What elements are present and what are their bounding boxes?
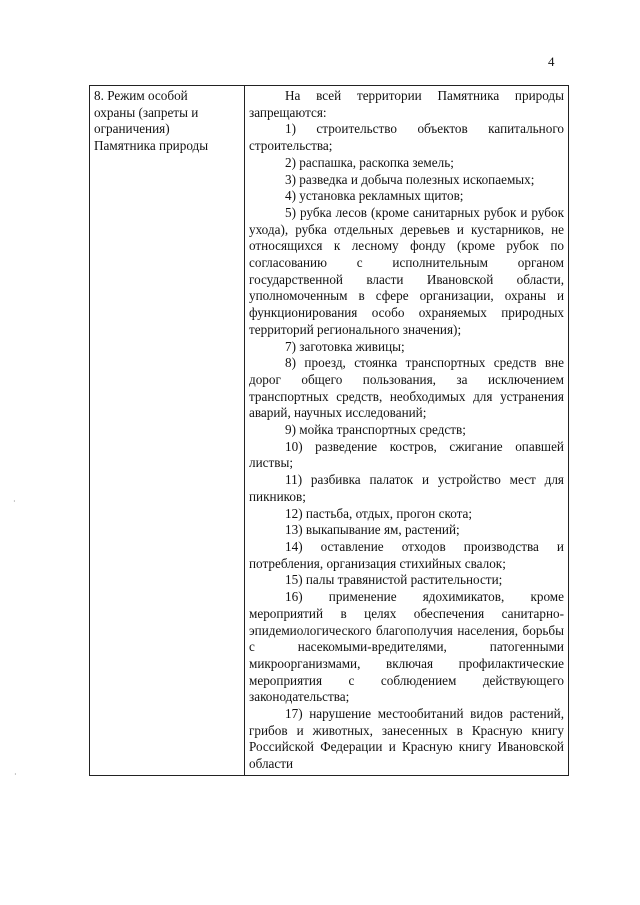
- row-label-line: ограничения): [94, 121, 170, 137]
- prohibition-item: 17) нарушение местообитаний видов растений, грибов и животных, занесенных в Красную книгу Российской Федерации и Красную книгу Ивановской области: [249, 706, 564, 772]
- prohibition-item: 10) разведение костров, сжигание опавшей листвы;: [249, 438, 564, 471]
- row-content-cell: [245, 86, 569, 776]
- prohibition-item: 7) заготовка живицы;: [285, 338, 405, 354]
- prohibition-item: 14) оставление отходов производства и потребления, организация стихийных свалок;: [249, 538, 564, 571]
- prohibition-item: 4) установка рекламных щитов;: [285, 188, 464, 204]
- row-label-line: Памятника природы: [94, 138, 209, 154]
- table-row: [90, 86, 569, 776]
- prohibition-item: 15) палы травянистой растительности;: [285, 572, 503, 588]
- prohibition-item: 11) разбивка палаток и устройство мест для пикников;: [249, 472, 564, 504]
- prohibition-item: 12) пастьба, отдых, прогон скота;: [285, 505, 473, 521]
- row-label-line: охраны (запреты и: [94, 104, 199, 120]
- prohibition-item: 2) распашка, раскопка земель;: [285, 154, 454, 170]
- row-label-cell: [90, 86, 245, 776]
- regime-table: [89, 85, 569, 776]
- page-number: 4: [548, 54, 555, 69]
- prohibitions-intro: На всей территории Памятника природы запрещаются:: [249, 88, 564, 120]
- prohibition-item: 3) разведка и добыча полезных ископаемых;: [285, 171, 535, 187]
- scan-speck: ·: [13, 497, 16, 506]
- prohibition-item: 1) строительство объектов капитального строительства;: [249, 121, 564, 154]
- prohibition-item: 8) проезд, стоянка транспортных средств вне дорог общего пользования, за исключением транспортных средств, необходимых для устранения аварий, научных исследований;: [249, 355, 564, 421]
- prohibition-item: 5) рубка лесов (кроме санитарных рубок и рубок ухода), рубка отдельных деревьев и кустарников, не относящихся к лесному фонду (кроме рубок по согласованию с исполнительным органом государственной власти Ивановской области, уполномоченным в сфере организации, охраны и функционирования особо охраняемых природных территорий регионального значения);: [249, 204, 564, 337]
- prohibition-item: 13) выкапывание ям, растений;: [285, 522, 460, 538]
- scan-speck: ·: [14, 770, 17, 779]
- prohibition-item: 9) мойка транспортных средств;: [285, 422, 466, 438]
- row-label-line: 8. Режим особой: [94, 88, 188, 103]
- prohibition-item: 16) применение ядохимикатов, кроме мероприятий в целях обеспечения санитарно-эпидемиологического благополучия населения, борьбы с насекомыми-вредителями, патогенными микроорганизмами, включая профилактические мероприятия с соблюдением действующего законодательства;: [249, 589, 564, 705]
